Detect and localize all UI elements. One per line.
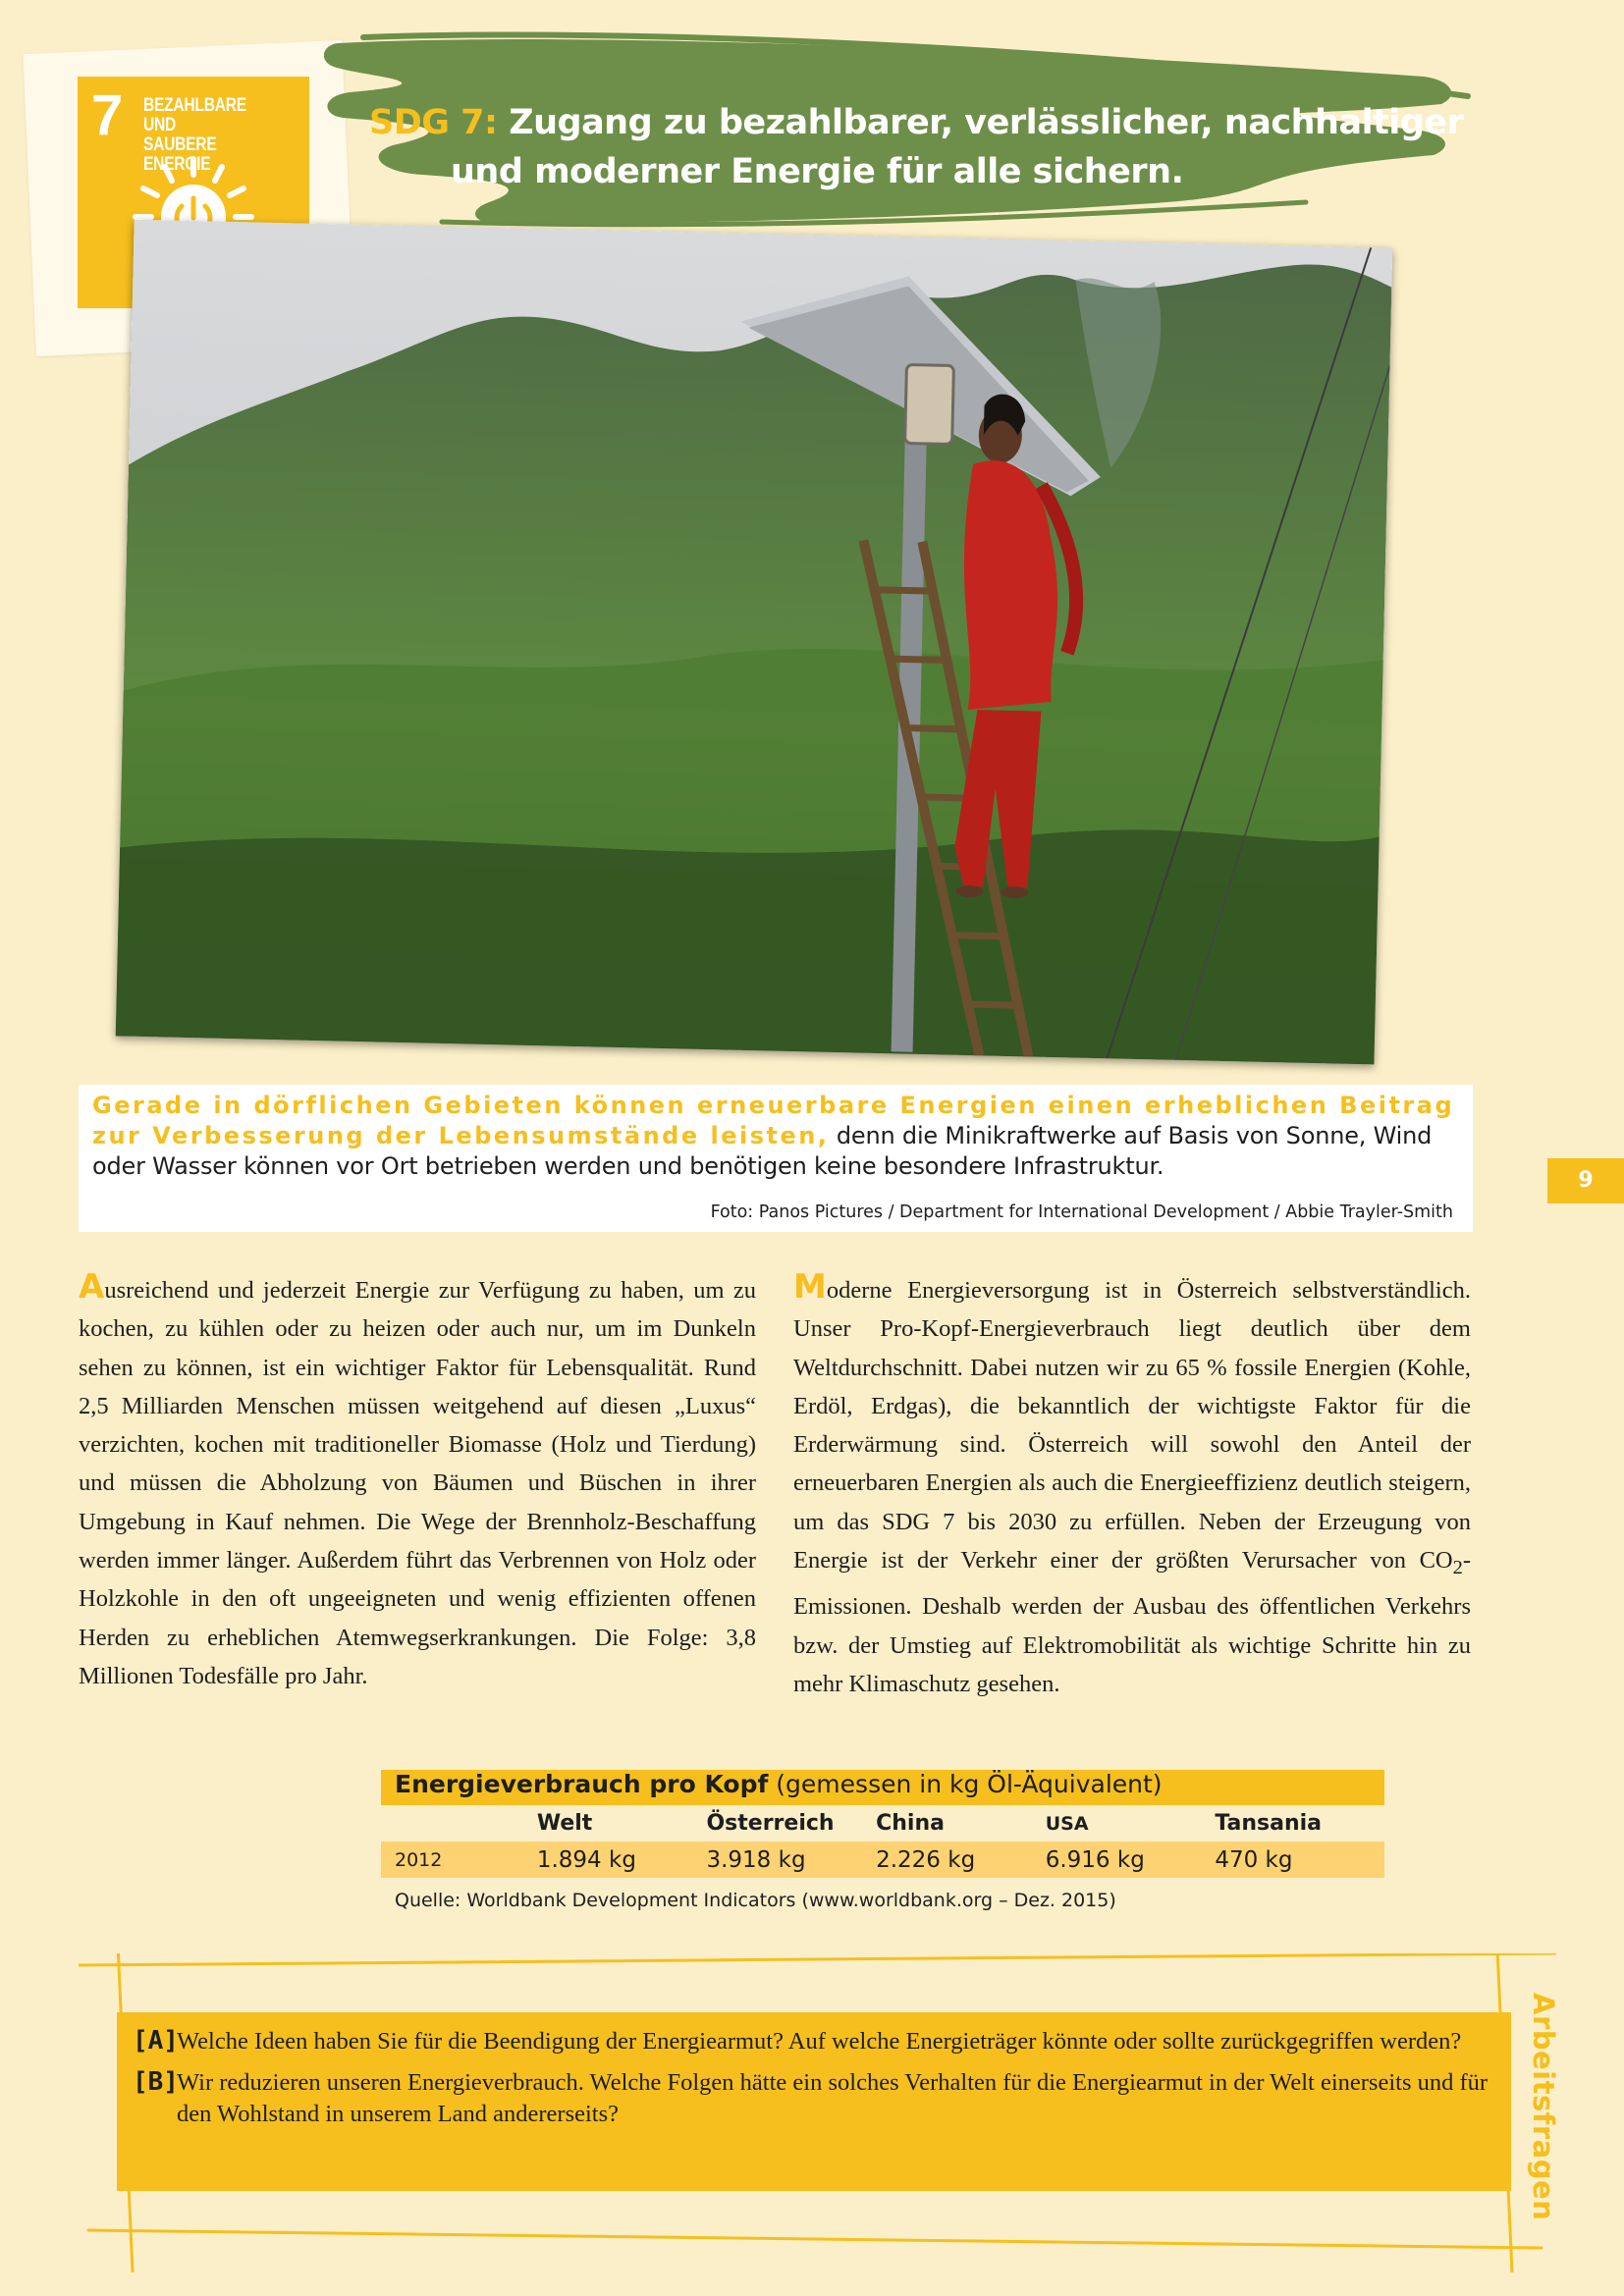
sdg-number: 7 <box>91 83 122 147</box>
question-text: Wir reduzieren unseren Energieverbrauch. Welche Folgen hätte ein solches Verhalten für die Energiearmut in der Welt einerseits und für den Wohlstand in unserem Land andererseits? <box>177 2069 1489 2127</box>
table-cell: 3.918 kg <box>706 1846 806 1873</box>
table-header-cell: USA <box>1045 1812 1089 1835</box>
photo-caption <box>79 1085 1473 1232</box>
table-header-cell: Österreich <box>706 1811 835 1836</box>
questions-box <box>117 2012 1511 2191</box>
table-header-cell: China <box>876 1811 945 1836</box>
body-column-right <box>793 1267 1471 1703</box>
table-header-row <box>381 1805 1384 1842</box>
question-b <box>133 2067 1495 2130</box>
caption-highlight: Gerade in dörflichen Gebieten können erneuerbare Energien einen erheblichen Beitrag zur Verbesserung der Lebensumstände leisten, <box>92 1092 1455 1149</box>
table-header-cell: Tansania <box>1215 1811 1323 1836</box>
side-label-container <box>1523 1993 1562 2233</box>
table-title-rest: (gemessen in kg Öl-Äquivalent) <box>768 1770 1163 1798</box>
table-cell: 2012 <box>395 1848 443 1871</box>
body-text-right-b: -Emissionen. Deshalb werden der Ausbau des öffentlichen Verkehrs bzw. der Umstieg auf Elektromobilität als wichtige Schritte hin zu mehr Klimaschutz gesehen. <box>793 1547 1471 1697</box>
table-title-bold: Energieverbrauch pro Kopf <box>395 1770 769 1798</box>
question-label: [A] <box>133 2026 179 2056</box>
title-text-line1: Zugang zu bezahlbarer, verlässlicher, nachhaltiger <box>497 103 1464 142</box>
dropcap-right: M <box>793 1267 827 1307</box>
sdg-title-line1: BEZAHLBARE UND <box>143 95 246 135</box>
photo-illustration <box>116 220 1393 1065</box>
page-title-line1 <box>369 103 1463 142</box>
question-text: Welche Ideen haben Sie für die Beendigung der Energiearmut? Auf welche Energieträger könnte oder sollte zurückgegriffen werden? <box>177 2028 1462 2055</box>
table-cell: 6.916 kg <box>1045 1846 1145 1873</box>
energy-consumption-table <box>381 1770 1384 1911</box>
photo-credit: Foto: Panos Pictures / Department for International Development / Abbie Trayler-Smith <box>710 1202 1453 1222</box>
body-text-left: usreichend und jederzeit Energie zur Verfügung zu haben, um zu kochen, zu kühlen oder zu heizen oder auch nur, um im Dunkeln sehen zu können, ist ein wichtiger Faktor für Lebensqualität. Rund 2,5 Milliarden Menschen müssen weitgehend auf diesen „Luxus“ verzichten, kochen mit traditioneller Biomasse (Holz und Tierdung) und müssen die Abholzung von Bäumen und Büschen in ihrer Umgebung in Kauf nehmen. Die Wege der Brennholz-Beschaffung werden immer länger. Außerdem führt das Verbrennen von Holz oder Holzkohle in den oft ungeeigneten und wenig effizienten offenen Herden zu erheblichen Atemwegserkrankungen. Die Folge: 3,8 Millionen Todesfälle pro Jahr. <box>79 1277 756 1689</box>
sdg-title-line2: SAUBERE ENERGIE <box>143 134 217 175</box>
question-a <box>133 2026 1495 2057</box>
dropcap-left: A <box>79 1267 105 1307</box>
table-row <box>381 1842 1384 1878</box>
table-source: Quelle: Worldbank Development Indicators (www.worldbank.org – Dez. 2015) <box>395 1890 1116 1911</box>
co2-subscript: 2 <box>1452 1556 1463 1578</box>
table-header-cell: Welt <box>536 1811 593 1836</box>
table-title <box>381 1770 1384 1805</box>
table-cell: 1.894 kg <box>536 1846 636 1873</box>
table-cell: 470 kg <box>1215 1846 1293 1873</box>
title-prefix: SDG 7: <box>369 103 498 142</box>
side-label: Arbeitsfragen <box>1527 1993 1560 2221</box>
table-cell: 2.226 kg <box>876 1846 976 1873</box>
question-label: [B] <box>133 2067 179 2097</box>
caption-text <box>92 1091 1459 1182</box>
page-title-line2: und moderner Energie für alle sichern. <box>451 152 1184 191</box>
page-number: 9 <box>1547 1158 1624 1203</box>
body-text-right-a: oderne Energieversorgung ist in Österreich selbstverständlich. Unser Pro-Kopf-Energieverbrauch liegt deutlich über dem Weltdurchschnitt. Dabei nutzen wir zu 65 % fossile Energien (Kohle, Erdöl, Erdgas), die bekanntlich der wichtigste Faktor für die Erderwärmung sind. Österreich will sowohl den Anteil der erneuerbaren Energien als auch die Energieeffizienz deutlich steigern, um das SDG 7 bis 2030 zu erfüllen. Neben der Erzeugung von Energie ist der Verkehr einer der größten Verursacher von CO <box>793 1277 1471 1575</box>
caption-body: denn die Minikraftwerke auf Basis von Sonne, Wind oder Wasser können vor Ort betrieben werden und benötigen keine besondere Infrastruktur. <box>92 1122 1433 1180</box>
photo-solar-lamp <box>116 220 1393 1065</box>
body-column-left <box>79 1267 756 1695</box>
